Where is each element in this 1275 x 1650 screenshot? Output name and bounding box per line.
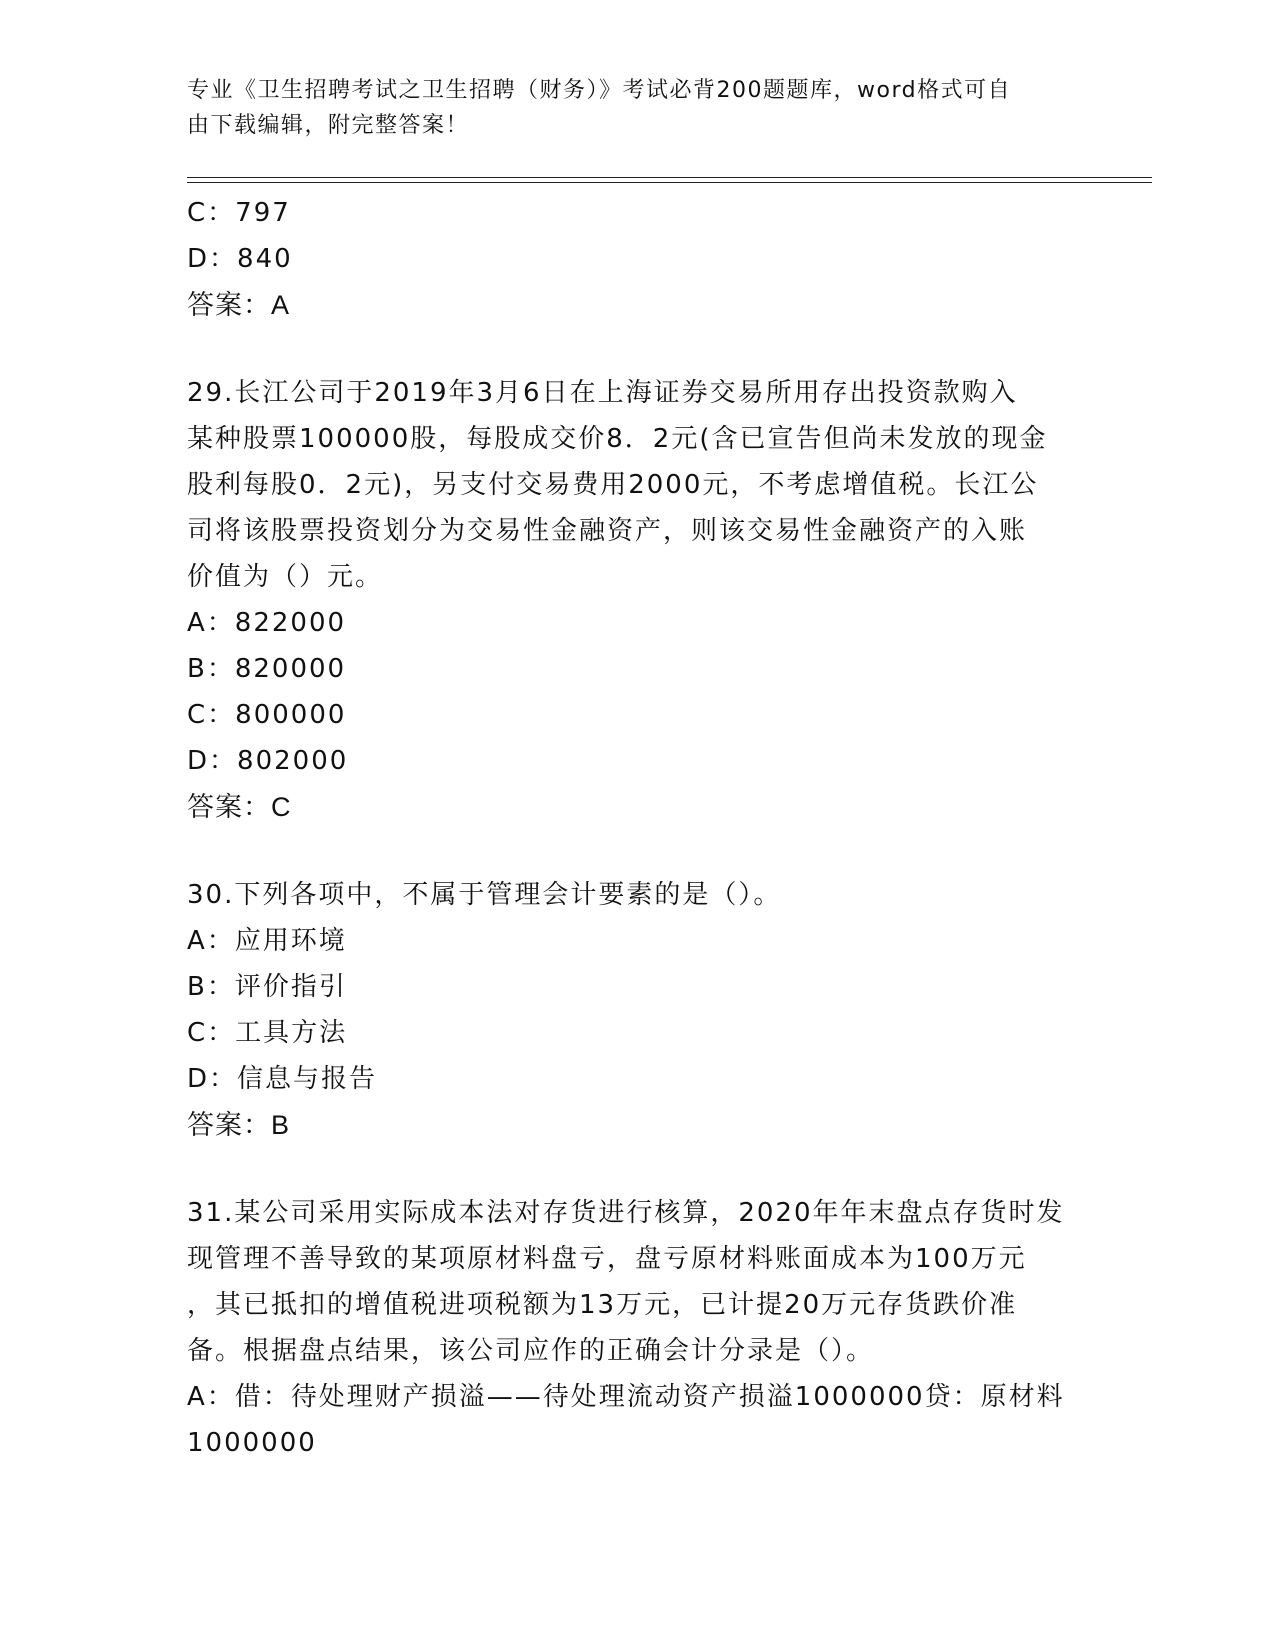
q29-option-a: A：822000 — [187, 608, 347, 638]
spacer — [187, 1148, 1087, 1190]
header-divider-bottom — [187, 182, 1152, 183]
q29-text-line-1: 29.长江公司于2019年3月6日在上海证券交易所用存出投资款购入 — [187, 378, 1018, 408]
prev-option-c: C：797 — [187, 198, 291, 228]
q29-text-line-2: 某种股票100000股，每股成交价8．2元(含已宣告但尚未发放的现金 — [187, 424, 1048, 454]
spacer — [187, 830, 1087, 872]
q31-option-a-line-2: 1000000 — [187, 1428, 317, 1458]
prev-option-d: D：840 — [187, 244, 293, 274]
document-body — [187, 190, 1087, 1466]
q30-option-d: D：信息与报告 — [187, 1064, 378, 1094]
q29-text-line-3: 股利每股0．2元)，另支付交易费用2000元，不考虑增值税。长江公 — [187, 470, 1039, 500]
q31-text-line-4: 备。根据盘点结果，该公司应作的正确会计分录是（）。 — [187, 1336, 875, 1366]
q29-option-b: B：820000 — [187, 654, 347, 684]
q31-option-a-line-1: A：借：待处理财产损溢——待处理流动资产损溢1000000贷：原材料 — [187, 1382, 1065, 1412]
q30-answer: 答案：B — [187, 1110, 291, 1140]
q31-text-line-2: 现管理不善导致的某项原材料盘亏，盘亏原材料账面成本为100万元 — [187, 1244, 1027, 1274]
prev-answer: 答案：A — [187, 290, 291, 320]
q29-answer: 答案：C — [187, 792, 292, 822]
header-divider-top — [187, 177, 1152, 178]
spacer — [187, 328, 1087, 370]
q29-text-line-5: 价值为（）元。 — [187, 562, 384, 592]
document-header — [187, 73, 1087, 143]
header-title-line-2: 由下载编辑，附完整答案！ — [187, 113, 470, 138]
q29-text-line-4: 司将该股票投资划分为交易性金融资产，则该交易性金融资产的入账 — [187, 516, 1028, 546]
q31-text-line-3: ，其已抵扣的增值税进项税额为13万元，已计提20万元存货跌价准 — [187, 1290, 1018, 1320]
q30-option-c: C：工具方法 — [187, 1018, 348, 1048]
q30-text-line-1: 30.下列各项中，不属于管理会计要素的是（）。 — [187, 880, 782, 910]
header-title-line-1: 专业《卫生招聘考试之卫生招聘（财务）》考试必背200题题库，word格式可自 — [187, 78, 1012, 103]
q29-option-c: C：800000 — [187, 700, 347, 730]
q31-text-line-1: 31.某公司采用实际成本法对存货进行核算，2020年年末盘点存货时发 — [187, 1198, 1065, 1228]
q30-option-b: B：评价指引 — [187, 972, 347, 1002]
q30-option-a: A：应用环境 — [187, 926, 347, 956]
q29-option-d: D：802000 — [187, 746, 349, 776]
